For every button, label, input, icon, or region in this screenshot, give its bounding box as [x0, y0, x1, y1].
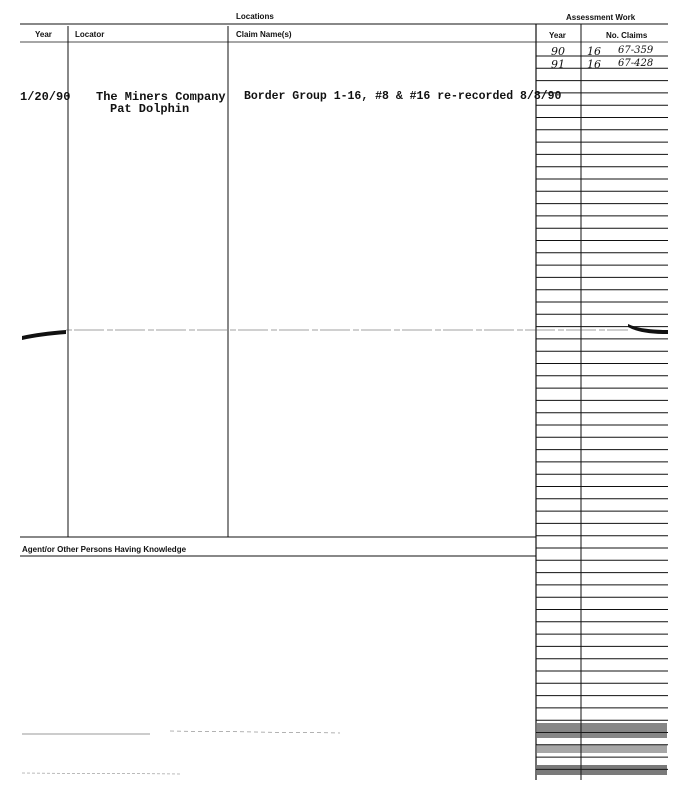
entry-claim-names: Border Group 1-16, #8 & #16 re-recorded 8/8/90 [244, 90, 562, 103]
aw-row-1-year: 90 [551, 45, 565, 58]
scan-noise [22, 723, 667, 775]
col-header-year: Year [35, 30, 52, 39]
col-header-locator: Locator [75, 30, 105, 39]
aw-row-1-claims: 16 [587, 45, 601, 58]
aw-row-1-number: 67-359 [618, 45, 654, 56]
form-frame [20, 24, 668, 780]
fold-mark-left [22, 330, 66, 340]
assessment-row-lines [536, 56, 668, 769]
aw-row-2-number: 67-428 [618, 58, 654, 69]
entry-locator-line1: The Miners Company [96, 90, 226, 104]
locations-title: Locations [236, 12, 274, 21]
col-header-aw-year: Year [549, 31, 566, 40]
aw-row-2-claims: 16 [587, 58, 601, 71]
entry-locator-line2: Pat Dolphin [110, 102, 190, 116]
col-header-claim-names: Claim Name(s) [236, 30, 292, 39]
agent-section-label: Agent/or Other Persons Having Knowledge [22, 545, 187, 554]
assessment-work-title: Assessment Work [566, 13, 636, 22]
aw-row-2-year: 91 [551, 58, 565, 71]
fold-mark-right [628, 324, 668, 334]
col-header-no-claims: No. Claims [606, 31, 648, 40]
entry-year: 1/20/90 [20, 90, 71, 104]
